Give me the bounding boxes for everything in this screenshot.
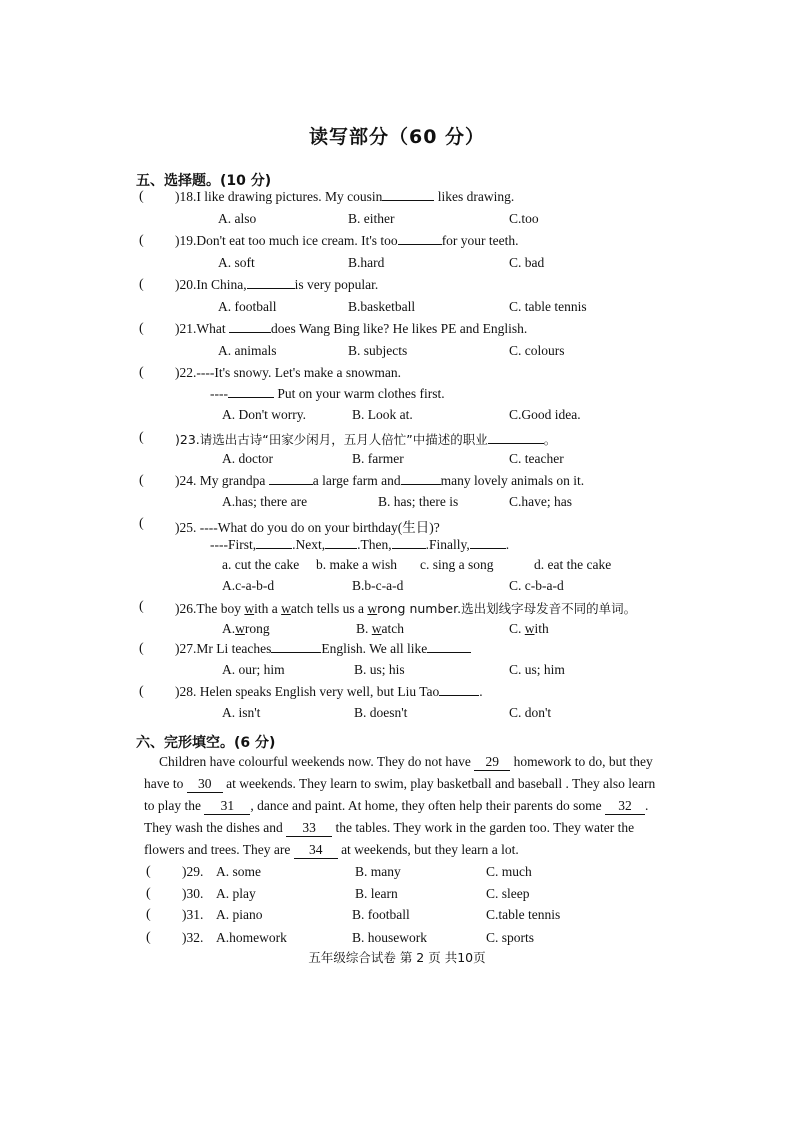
answer-paren-26: (	[139, 599, 144, 614]
answer-paren-32: (	[146, 930, 151, 945]
option-28-a: A. isn't	[222, 705, 261, 720]
question-22-line-2: ---- Put on your warm clothes first.	[210, 386, 445, 401]
question-19: )19.Don't eat too much ice cream. It's too for your teeth.	[175, 233, 519, 248]
option-25-b: B.b-c-a-d	[352, 578, 404, 593]
option-28-b: B. doesn't	[354, 705, 408, 720]
question-24: )24. My grandpa a large farm and many lovely animals on it.	[175, 473, 585, 488]
answer-paren-30: (	[146, 886, 151, 901]
option-24-b: B. has; there is	[378, 494, 459, 509]
question-25-line-2: ----First, .Next, .Then, .Finally, .	[210, 537, 510, 552]
option-22-a: A. Don't worry.	[222, 407, 307, 422]
option-18-c: C.too	[509, 211, 539, 226]
answer-paren-31: (	[146, 907, 151, 922]
page-title: 读写部分（60 分）	[308, 126, 486, 148]
passage-line-3: to play the 31 , dance and paint. At home, they often help their parents do some 32 .	[144, 798, 649, 813]
answer-paren-18: (	[139, 189, 144, 204]
answer-paren-20: (	[139, 277, 144, 292]
option-18-b: B. either	[348, 211, 395, 226]
option-30-b: B. learn	[355, 886, 398, 901]
question-27: )27.Mr Li teaches English. We all like	[175, 641, 471, 657]
option-22-b: B. Look at.	[352, 407, 413, 422]
option-32-b: B. housework	[352, 930, 427, 945]
question-30-number: )30.	[182, 886, 204, 901]
option-19-c: C. bad	[509, 255, 545, 270]
question-22: )22.----It's snowy. Let's make a snowman.	[175, 365, 401, 380]
option-32-c: C. sports	[486, 930, 535, 945]
option-23-c: C. teacher	[509, 451, 564, 466]
option-25-c: C. c-b-a-d	[509, 578, 564, 593]
passage-line-4: They wash the dishes and 33 the tables. They work in the garden too. They water the	[144, 820, 635, 835]
option-30-c: C. sleep	[486, 886, 530, 901]
option-26-a: A.wrong	[222, 621, 270, 636]
sub-item-b: b. make a wish	[316, 557, 397, 572]
answer-paren-19: (	[139, 233, 144, 248]
option-25-a: A.c-a-b-d	[222, 578, 275, 593]
option-28-c: C. don't	[509, 705, 552, 720]
option-23-b: B. farmer	[352, 451, 404, 466]
option-31-c: C.table tennis	[486, 907, 561, 922]
option-29-c: C. much	[486, 864, 532, 879]
option-30-a: A. play	[216, 886, 256, 901]
option-29-b: B. many	[355, 864, 401, 879]
sub-item-a: a. cut the cake	[222, 557, 300, 572]
option-32-a: A.homework	[216, 930, 287, 945]
answer-paren-25: (	[139, 516, 144, 531]
answer-paren-21: (	[139, 321, 144, 336]
section-5-heading: 五、选择题。(10 分)	[136, 173, 272, 189]
passage-line-1: Children have colourful weekends now. They do not have 29 homework to do, but they	[159, 754, 653, 769]
option-27-c: C. us; him	[509, 662, 565, 677]
option-27-a: A. our; him	[222, 662, 285, 677]
question-32-number: )32.	[182, 930, 204, 945]
option-23-a: A. doctor	[222, 451, 273, 466]
answer-paren-28: (	[139, 684, 144, 699]
question-31-number: )31.	[182, 907, 204, 922]
option-29-a: A. some	[216, 864, 261, 879]
passage-line-5: flowers and trees. They are 34 at weekends, but they learn a lot.	[144, 842, 519, 857]
answer-paren-24: (	[139, 473, 144, 488]
question-25: )25. ----What do you do on your birthday(生日)?	[175, 520, 440, 535]
option-19-b: B.hard	[348, 255, 385, 270]
page-footer: 五年级综合试卷 第 2 页 共10页	[308, 950, 486, 965]
option-24-c: C.have; has	[509, 494, 572, 509]
section-6-heading: 六、完形填空。(6 分)	[136, 735, 276, 751]
option-24-a: A.has; there are	[222, 494, 308, 509]
option-31-a: A. piano	[216, 907, 263, 922]
option-26-b: B. watch	[356, 621, 405, 636]
question-20: )20.In China, is very popular.	[175, 277, 379, 292]
sub-item-d: d. eat the cake	[534, 557, 612, 572]
option-21-a: A. animals	[218, 343, 277, 358]
option-19-a: A. soft	[218, 255, 255, 270]
option-26-c: C. with	[509, 621, 549, 636]
passage-line-2: have to 30 at weekends. They learn to swim, play basketball and baseball . They also learn	[144, 776, 656, 791]
question-29-number: )29.	[182, 864, 204, 879]
option-31-b: B. football	[352, 907, 410, 922]
option-18-a: A. also	[218, 211, 257, 226]
option-20-c: C. table tennis	[509, 299, 587, 314]
question-21: )21.What does Wang Bing like? He likes PE and English.	[175, 321, 528, 336]
answer-paren-23: (	[139, 430, 144, 445]
option-21-b: B. subjects	[348, 343, 408, 358]
option-22-c: C.Good idea.	[509, 407, 581, 422]
option-21-c: C. colours	[509, 343, 565, 358]
question-23: )23.请选出古诗“田家少闲月，五月人倍忙”中描述的职业 。	[175, 432, 557, 447]
option-27-b: B. us; his	[354, 662, 405, 677]
sub-item-c: c. sing a song	[420, 557, 494, 572]
option-20-b: B.basketball	[348, 299, 416, 314]
answer-paren-27: (	[139, 641, 144, 656]
question-26: )26.The boy with a watch tells us a wrong number.选出划线字母发音不同的单词。	[175, 601, 637, 616]
answer-paren-22: (	[139, 365, 144, 380]
question-18: )18.I like drawing pictures. My cousin likes drawing.	[175, 189, 515, 204]
question-28: )28. Helen speaks English very well, but Liu Tao .	[175, 684, 483, 699]
option-20-a: A. football	[218, 299, 277, 314]
answer-paren-29: (	[146, 864, 151, 879]
